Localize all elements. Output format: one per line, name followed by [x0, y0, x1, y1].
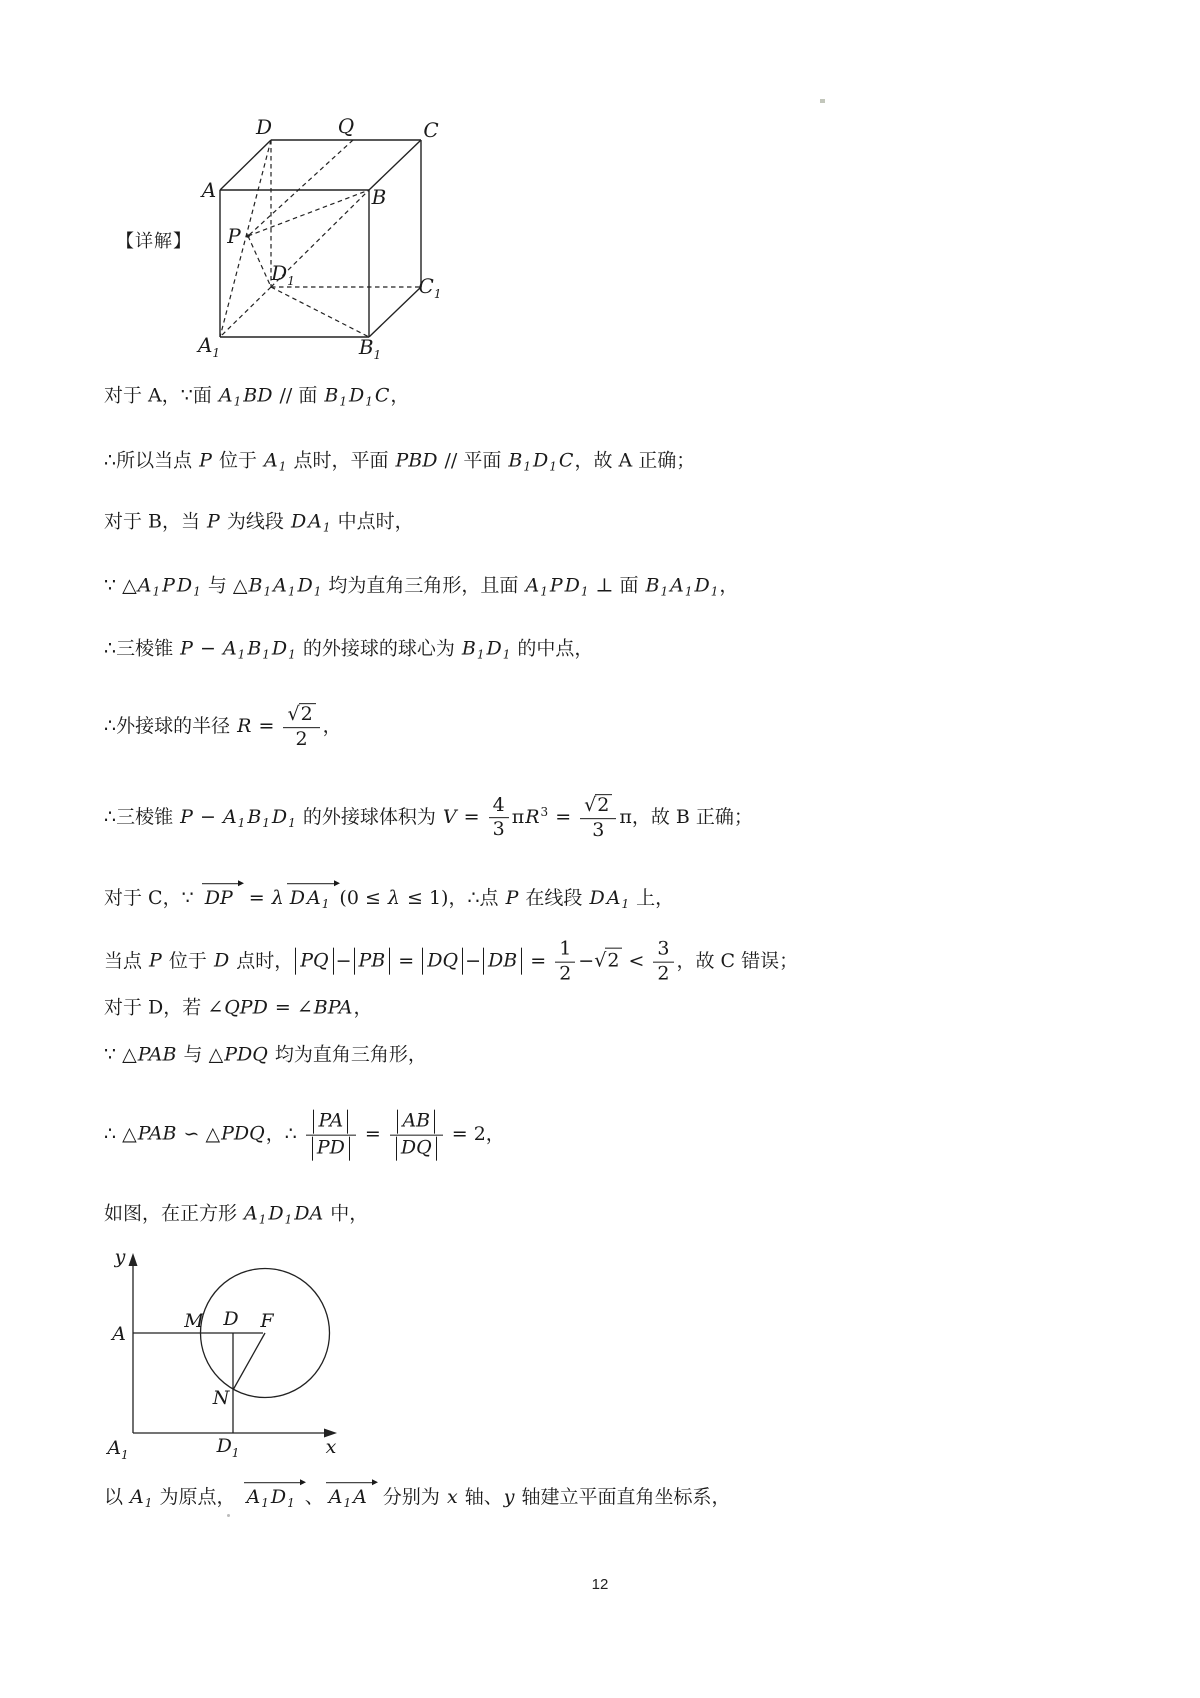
- math-line-3: 对于 B，当 P 为线段 D $A_1$ 中点时，: [104, 510, 414, 535]
- detail-tag: 【详解】: [116, 231, 192, 252]
- coord-construction: [133, 1269, 330, 1434]
- math-line-5: ∴三棱锥 $P - A_1$ $B_1$ $D_1$ 的外接球的球心为 $B_1$ $D_1$ 的中点，: [104, 637, 594, 662]
- math-line-4: ∵ $\triangle A_1$ P $D_1$ 与 $\triangle B_1$ $A_1$ $D_1$ 均为直角三角形，且面 $A_1$ P $D_1$ ⊥ 面 $B_1$ $A_1$ $D_1$，: [104, 574, 739, 599]
- vertex-label-C1: $C_1$: [418, 274, 442, 301]
- cube-vertex-labels: [196, 114, 442, 362]
- vertex-label-D1: $D_1$: [271, 261, 295, 288]
- math-line-7: ∴三棱锥 $P - A_1$ $B_1$ $D_1$ 的外接球体积为 V = $\frac{4}{3}$ $\pi R^3$ = $\frac{√2}{3}$ π，故 B 正确；: [104, 793, 753, 841]
- label-A1: $A_1$: [107, 1437, 129, 1462]
- label-M: M: [184, 1310, 204, 1332]
- label-D1: $D_1$: [216, 1435, 240, 1460]
- page-number: 12: [591, 1576, 609, 1593]
- math-line-14: 以 $A_1$ 为原点， $A_1$ $D_1$ 、 $A_1$ A 分别为 x 轴、y 轴建立平面直角坐标系，: [104, 1482, 731, 1512]
- vertex-label-A1: $A_1$: [197, 333, 221, 360]
- vertex-label-B1: $B_1$: [358, 335, 382, 362]
- math-line-8: 对于 C，∵ DP = λ D $A_1$ (0 ≤ λ ≤ 1)，∴点 P 在线段 D $A_1$ 上，: [104, 883, 674, 913]
- label-N: N: [212, 1387, 230, 1409]
- label-D: D: [223, 1308, 239, 1330]
- label-A: A: [112, 1323, 126, 1345]
- math-line-2: ∴所以当点 P 位于 $A_1$ 点时，平面 PBD // 平面 $B_1$ $D_1$ C，故 A 正确；: [104, 449, 696, 474]
- vertex-label-P: P: [227, 224, 241, 248]
- vertex-label-C: C: [423, 118, 439, 142]
- artifact-dot-top: [820, 99, 825, 103]
- math-line-11: ∵ △PAB 与 △PDQ 均为直角三角形，: [104, 1043, 427, 1066]
- math-line-12: ∴ △PAB ∽ △PDQ，∴ $\frac{PA}{PD}$ = $\frac{AB}{DQ}$ = 2，: [104, 1109, 505, 1159]
- cube-construction-lines: [220, 140, 369, 337]
- label-F: F: [260, 1310, 274, 1332]
- y-axis-arrow: [129, 1253, 138, 1266]
- math-line-1: 对于 A，∵面 $A_1$ BD // 面 $B_1$ $D_1$ C，: [104, 384, 410, 409]
- vertex-label-Q: Q: [337, 114, 355, 138]
- vertex-label-B: B: [371, 185, 387, 209]
- vertex-label-D: D: [255, 115, 273, 139]
- math-line-13: 如图，在正方形 $A_1$ $D_1$ DA 中，: [104, 1202, 369, 1227]
- figure-coordinate: [100, 1150, 355, 1470]
- figure-cube: [90, 100, 465, 372]
- label-x-axis: x: [325, 1436, 337, 1458]
- math-line-10: 对于 D，若 ∠QPD = ∠BPA，: [104, 996, 373, 1019]
- label-y-axis: y: [114, 1246, 126, 1268]
- point-P-dot: [246, 234, 250, 238]
- vertex-label-A: A: [201, 178, 217, 202]
- math-line-6: ∴外接球的半径 R = $\frac{√2}{2}$ ，: [104, 703, 342, 750]
- artifact-dot-bottom: [227, 1514, 230, 1517]
- coord-labels: [105, 1246, 336, 1462]
- math-line-9: 当点 P 位于 D 点时， PQ − PB = DQ − DB = $\frac{1}{2}$ −√2 < $\frac{3}{2}$ ，故 C 错误；: [104, 937, 799, 985]
